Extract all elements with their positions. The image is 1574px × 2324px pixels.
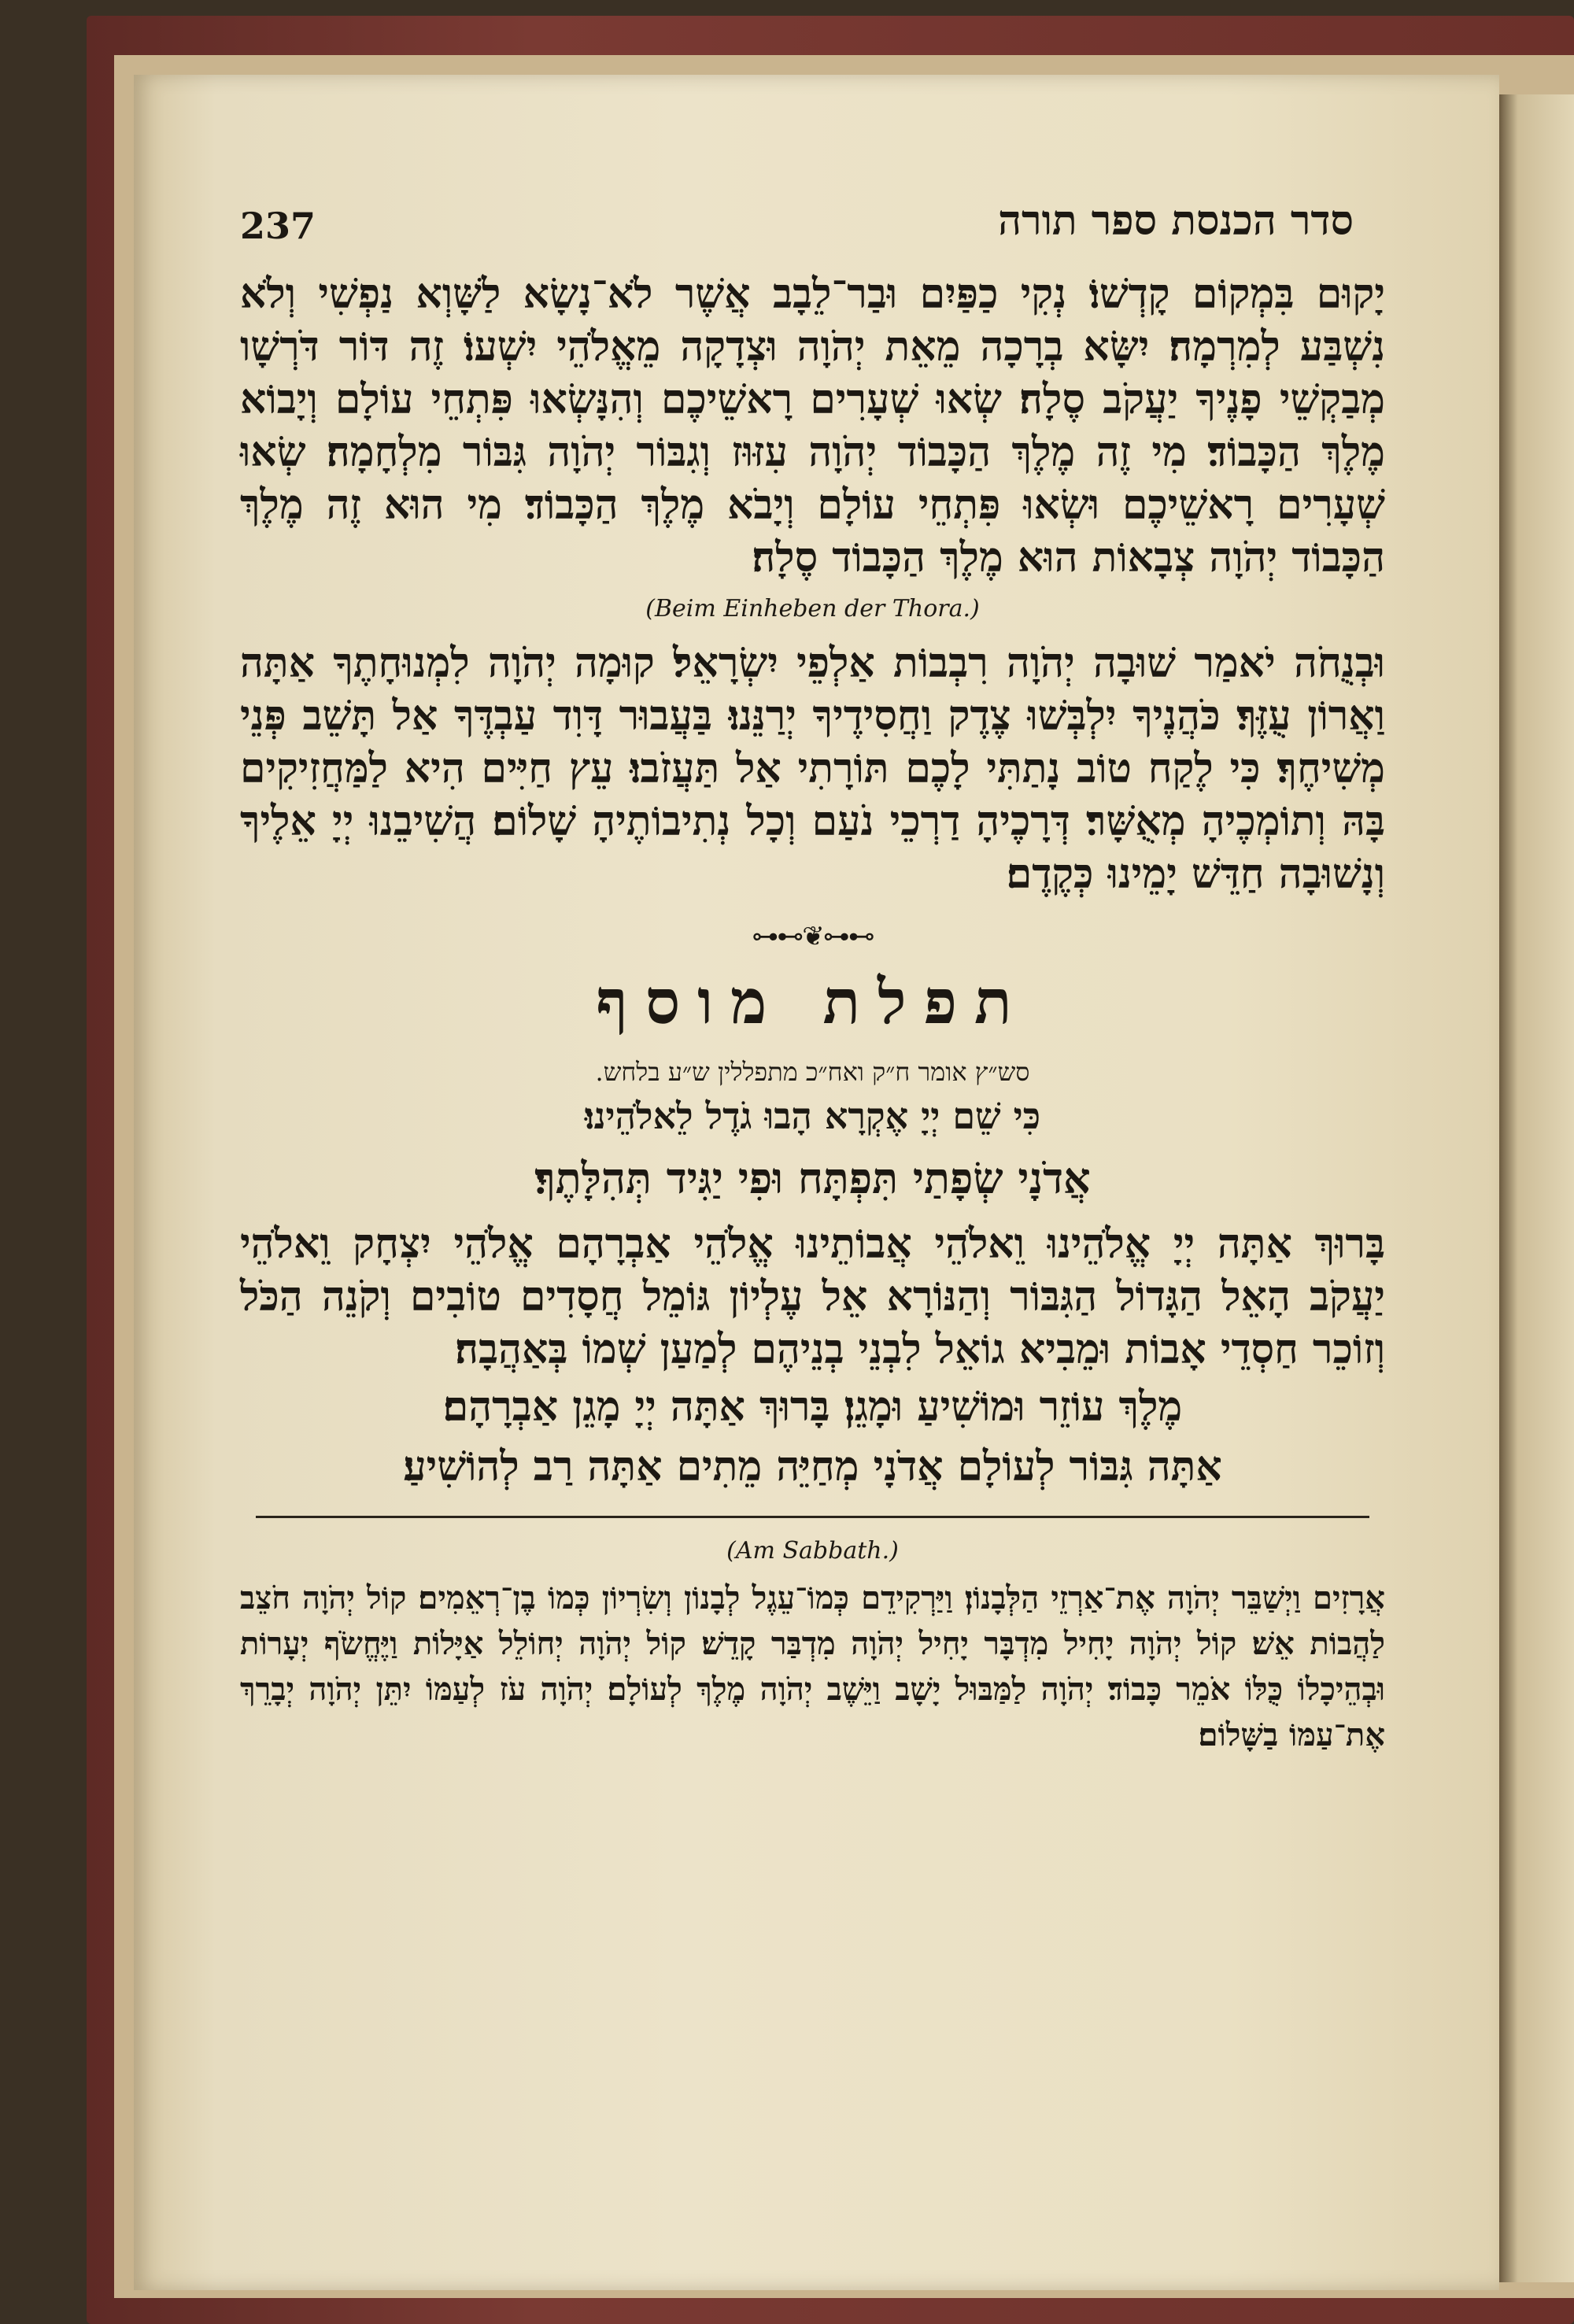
sabbath-psalm-paragraph: אֲרָזִים וַיְשַׁבֵּר יְהֹוָה אֶת־אַרְזֵי הַלְּבָנוֹן׃ וַיַּרְקִידֵם כְּמוֹ־עֵגֶל לְבָנוֹן וְשִׂרְיוֹן כְּמוֹ בֶן־רְאֵמִים׃ קוֹל יְהֹוָה חֹצֵב לַהֲבוֹת אֵשׁ׃ קוֹל יְהֹוָה יָחִיל מִדְבָּר יָחִיל יְהֹוָה מִדְבַּר קָדֵשׁ׃ קוֹל יְהֹוָה יְחוֹלֵל אַיָּלוֹת וַיֶּחֱשֹׂף יְעָרוֹת וּבְהֵיכָלוֹ כֻּלּוֹ אֹמֵר כָּבוֹד׃ יְהֹוָה לַמַּבּוּל יָשָׁב וַיֵּשֶׁב יְהֹוָה מֶלֶךְ לְעוֹלָם׃ יְהֹוָה עֹז לְעַמּוֹ יִתֵּן יְהֹוָה יְבָרֵךְ אֶת־עַמּוֹ בַשָּׁלוֹם׃ bbox=[240, 1580, 1385, 1753]
introductory-verse: כִּי שֵׁם יְיָ אֶקְרָא הָבוּ גֹדֶל לֵאלֹהֵינוּ׃ bbox=[584, 1095, 1041, 1137]
page-header bbox=[240, 197, 1385, 260]
section-title: תפלת מוסף bbox=[596, 966, 1029, 1038]
opening-line: אֲדֹנָי שְׂפָתַי תִּפְתָּח וּפִי יַגִּיד תְּהִלָּתֶךָ׃ bbox=[534, 1153, 1091, 1203]
rubric-instruction: סש״ץ אומר ח״ק ואח״כ מתפללין ש״ע בלחש. bbox=[595, 1057, 1030, 1087]
psalm-24-paragraph: יָקוּם בִּמְקוֹם קָדְשׁוֹ׃ נְקִי כַפַּיִם וּבַר־לֵבָב אֲשֶׁר לֹא־נָשָׂא לַשָּׁוְא נַפְשִׁי וְלֹא נִשְׁבַּע לְמִרְמָה׃ יִשָּׂא בְרָכָה מֵאֵת יְהֹוָה וּצְדָקָה מֵאֱלֹהֵי יִשְׁעוֹ׃ זֶה דּוֹר דֹּרְשָׁו מְבַקְשֵׁי פָנֶיךָ יַעֲקֹב סֶלָה׃ שְׂאוּ שְׁעָרִים רָאשֵׁיכֶם וְהִנָּשְׂאוּ פִּתְחֵי עוֹלָם וְיָבוֹא מֶלֶךְ הַכָּבוֹד׃ מִי זֶה מֶלֶךְ הַכָּבוֹד יְהֹוָה עִזּוּז וְגִבּוֹר יְהֹוָה גִּבּוֹר מִלְחָמָה׃ שְׂאוּ שְׁעָרִים רָאשֵׁיכֶם וּשְׂאוּ פִּתְחֵי עוֹלָם וְיָבֹא מֶלֶךְ הַכָּבוֹד׃ מִי הוּא זֶה מֶלֶךְ הַכָּבוֹד יְהֹוָה צְבָאוֹת הוּא מֶלֶךְ הַכָּבוֹד סֶלָה׃ bbox=[240, 270, 1385, 582]
avot-paragraph: בָּרוּךְ אַתָּה יְיָ אֱלֹהֵינוּ וֵאלֹהֵי אֲבוֹתֵינוּ אֱלֹהֵי אַבְרָהָם אֱלֹהֵי יִצְחָק וֵאלֹהֵי יַעֲקֹב הָאֵל הַגָּדוֹל הַגִּבּוֹר וְהַנּוֹרָא אֵל עֶלְיוֹן גּוֹמֵל חֲסָדִים טוֹבִים וְקֹנֵה הַכֹּל וְזוֹכֵר חַסְדֵי אָבוֹת וּמֵבִיא גוֹאֵל לִבְנֵי בְנֵיהֶם לְמַעַן שְׁמוֹ בְּאַהֲבָה׃ bbox=[240, 1220, 1385, 1373]
page-number: 237 bbox=[240, 205, 316, 247]
horizontal-rule bbox=[256, 1516, 1369, 1518]
gevurot-line: אַתָּה גִּבּוֹר לְעוֹלָם אֲדֹנָי מְחַיֵּה מֵתִים אַתָּה רַב לְהוֹשִׁיעַ׃ bbox=[403, 1443, 1222, 1491]
note-beim-einheben: (Beim Einheben der Thora.) bbox=[645, 595, 980, 623]
ornament-divider: ⊶⊷❦⊶⊷ bbox=[752, 921, 874, 952]
avot-closing-line: מֶלֶךְ עוֹזֵר וּמוֹשִׁיעַ וּמָגֵן׃ בָּרוּךְ אַתָּה יְיָ מָגֵן אַבְרָהָם׃ bbox=[442, 1383, 1183, 1431]
page-content bbox=[240, 197, 1385, 1758]
running-head: סדר הכנסת ספר תורה bbox=[998, 197, 1354, 245]
note-am-sabbath: (Am Sabbath.) bbox=[726, 1537, 899, 1565]
facing-page-edge bbox=[1499, 94, 1574, 2282]
uvenucho-paragraph: וּבְנֻחֹה יֹאמַר שׁוּבָה יְהֹוָה רִבְבוֹת אַלְפֵי יִשְׂרָאֵל׃ קוּמָה יְהֹוָה לִמְנוּחָתֶךָ אַתָּה וַאֲרוֹן עֻזֶּךָ׃ כֹּהֲנֶיךָ יִלְבְּשׁוּ צֶדֶק וַחֲסִידֶיךָ יְרַנֵּנוּ׃ בַּעֲבוּר דָּוִד עַבְדֶּךָ אַל תָּשֵׁב פְּנֵי מְשִׁיחֶךָ׃ כִּי לֶקַח טוֹב נָתַתִּי לָכֶם תּוֹרָתִי אַל תַּעֲזֹבוּ׃ עֵץ חַיִּים הִיא לַמַּחֲזִיקִים בָּהּ וְתוֹמְכֶיהָ מְאֻשָּׁר׃ דְּרָכֶיהָ דַרְכֵי נֹעַם וְכָל נְתִיבוֹתֶיהָ שָׁלוֹם׃ הֲשִׁיבֵנוּ יְיָ אֵלֶיךָ וְנָשׁוּבָה חַדֵּשׁ יָמֵינוּ כְּקֶדֶם׃ bbox=[240, 639, 1385, 898]
